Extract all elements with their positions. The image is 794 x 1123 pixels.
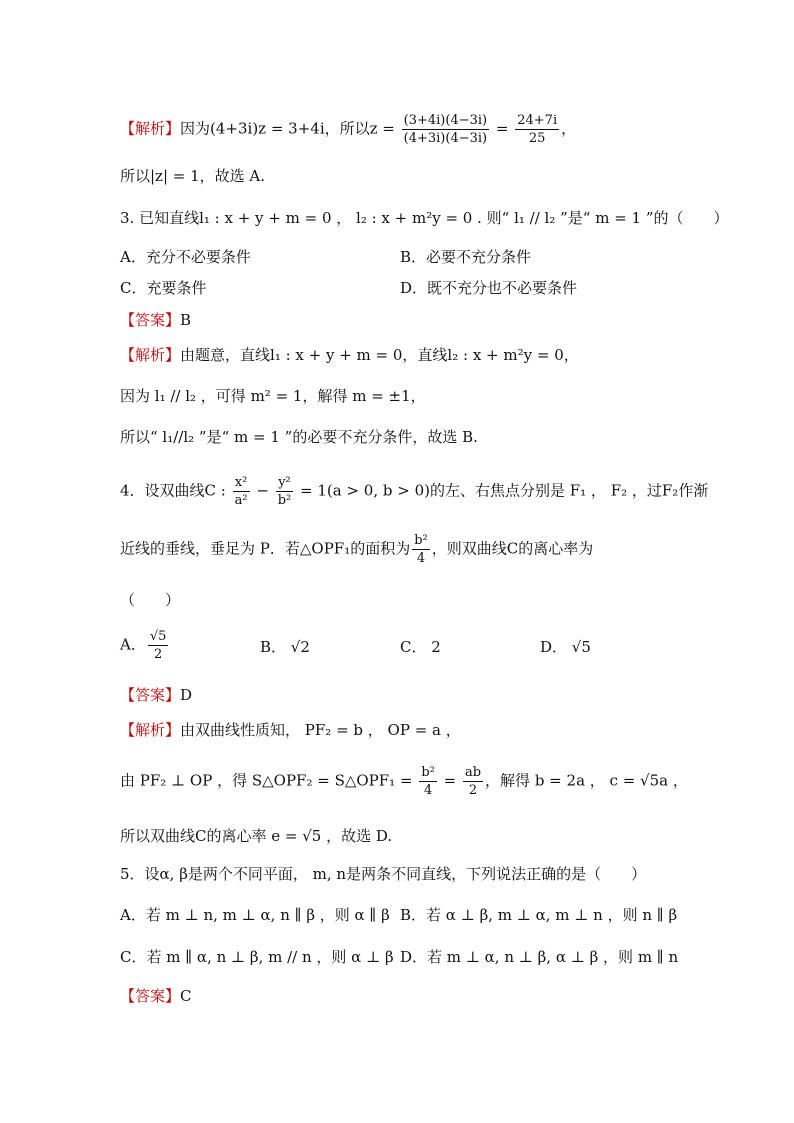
fraction: $\frac{(3+4i)(4-3i)}{(4+3i)(4-3i)}$: [403, 113, 488, 146]
fraction: $\frac{√5}{2}$: [149, 629, 167, 662]
analysis-text: 因为(4+3i)z = 3+4i，所以z =: [180, 119, 400, 138]
fraction: $\frac{ab}{2}$: [464, 765, 482, 798]
fraction: $\frac{\text{b²}}{4}$: [414, 533, 428, 566]
analysis-line-2: 所以|z| = 1，故选 A.: [120, 167, 266, 185]
q4-option-d: D． √5: [540, 638, 591, 656]
q5-option-c: C．若 m ∥ α, n ⊥ β, m // n ，则 α ⊥ β: [120, 948, 394, 966]
solution-3-line-3: 所以“ l₁//l₂ ”是“ m = 1 ”的必要不充分条件，故选 B.: [120, 428, 478, 446]
answer-value: B: [180, 311, 192, 329]
fraction: $\frac{\text{b²}}{4}$: [421, 765, 435, 798]
answer-tag: 【答案】: [120, 987, 181, 1005]
q3-option-a: A．充分不必要条件: [120, 248, 251, 266]
q4-option-c: C． 2: [400, 638, 441, 656]
fraction: $\frac{\text{y²}}{\text{b²}}$: [277, 475, 292, 508]
solution-4-line-1: 【解析】由双曲线性质知， PF₂ = b ， OP = a ，: [120, 721, 461, 739]
solution-4-line-3: 所以双曲线C的离心率 e = √5 ，故选 D.: [120, 827, 393, 845]
answer-3: [120, 310, 191, 330]
question-5: 5．设α, β是两个不同平面， m, n是两条不同直线，下列说法正确的是（ ）: [120, 865, 647, 883]
solution-3-line-1: 【解析】由题意，直线l₁ : x + y + m = 0，直线l₂ : x + m²y = 0，: [120, 346, 579, 364]
answer-tag: 【答案】: [120, 311, 181, 329]
question-4-line-1: 4．设双曲线C : $\frac{\text{x²}}{\text{a²}}$ − $\frac{\text{y²}}{\text{b²}}$ = 1(a > 0, b > 0)的左、右焦点分别是 F₁ ， F₂ ，过F₂作渐: [120, 475, 709, 508]
q4-option-b: B． √2: [260, 638, 310, 656]
q4-option-a: A． $\frac{√5}{2}$: [120, 629, 167, 662]
q3-option-b: B．必要不充分条件: [400, 248, 532, 266]
fraction: $\frac{\text{x²}}{\text{a²}}$: [234, 475, 248, 508]
q3-option-d: D．既不充分也不必要条件: [400, 279, 578, 297]
answer-value: D: [180, 686, 193, 704]
question-3: 3. 已知直线l₁ : x + y + m = 0 ， l₂ : x + m²y = 0 . 则“ l₁ // l₂ ”是“ m = 1 ”的（ ）: [120, 209, 729, 227]
question-4-line-2: 近线的垂线，垂足为 P．若△OPF₁的面积为 $\frac{\text{b²}}{4}$ ，则双曲线C的离心率为: [120, 533, 594, 566]
answer-4: [120, 685, 192, 705]
analysis-tag: 【解析】: [120, 721, 181, 739]
answer-value: C: [180, 987, 192, 1005]
q5-option-b: B．若 α ⊥ β, m ⊥ α, m ⊥ n ，则 n ∥ β: [400, 906, 678, 924]
analysis-tag: 【解析】: [120, 346, 181, 364]
analysis-tag: 【解析】: [120, 119, 181, 138]
solution-3-line-2: 因为 l₁ // l₂ ，可得 m² = 1，解得 m = ±1，: [120, 387, 426, 405]
answer-5: [120, 986, 192, 1006]
q5-option-d: D．若 m ⊥ α, n ⊥ β, α ⊥ β ，则 m ∥ n: [400, 948, 679, 966]
q3-option-c: C．充要条件: [120, 279, 207, 297]
answer-tag: 【答案】: [120, 686, 181, 704]
fraction: $\frac{24+7i}{25}$: [517, 113, 558, 146]
question-4-line-3: （ ）: [120, 591, 181, 609]
q5-option-a: A．若 m ⊥ n, m ⊥ α, n ∥ β ，则 α ∥ β: [120, 906, 390, 924]
analysis-line-1: 【解析】因为(4+3i)z = 3+4i，所以z = $\frac{(3+4i)(4-3i)}{(4+3i)(4-3i)}$ = $\frac{24+7i}{25}$ ，: [120, 113, 577, 146]
solution-4-line-2: 由 PF₂ ⊥ OP ，得 S△OPF₂ = S△OPF₁ = $\frac{\text{b²}}{4}$ = $\frac{ab}{2}$ ，解得 b = 2a ， c = √5a ，: [120, 765, 688, 798]
